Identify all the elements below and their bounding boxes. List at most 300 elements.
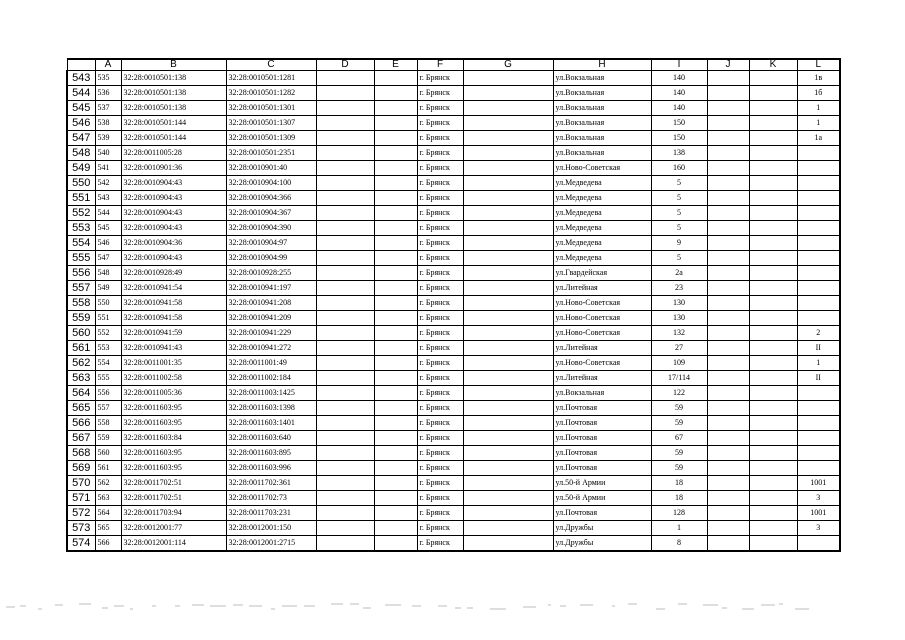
column-header-b[interactable]: B: [121, 59, 226, 71]
cell-k[interactable]: [749, 536, 797, 552]
cell-a[interactable]: 564: [95, 506, 121, 521]
row-number[interactable]: 562: [67, 356, 95, 371]
cell-e[interactable]: [374, 251, 417, 266]
cell-i[interactable]: 67: [651, 431, 707, 446]
cell-h[interactable]: ул.Вокзальная: [553, 71, 651, 86]
cell-c[interactable]: 32:28:0010501:1301: [226, 101, 316, 116]
cell-l[interactable]: [797, 191, 840, 206]
cell-d[interactable]: [316, 86, 374, 101]
cell-i[interactable]: 150: [651, 116, 707, 131]
cell-j[interactable]: [707, 536, 749, 552]
cell-j[interactable]: [707, 71, 749, 86]
cell-j[interactable]: [707, 356, 749, 371]
row-number[interactable]: 572: [67, 506, 95, 521]
cell-a[interactable]: 546: [95, 236, 121, 251]
cell-e[interactable]: [374, 356, 417, 371]
cell-g[interactable]: [463, 281, 553, 296]
cell-b[interactable]: 32:28:0011603:95: [121, 446, 226, 461]
cell-i[interactable]: 150: [651, 131, 707, 146]
cell-e[interactable]: [374, 266, 417, 281]
row-number[interactable]: 548: [67, 146, 95, 161]
cell-h[interactable]: ул.Ново-Советская: [553, 311, 651, 326]
cell-l[interactable]: [797, 236, 840, 251]
cell-c[interactable]: 32:28:0010501:1309: [226, 131, 316, 146]
cell-b[interactable]: 32:28:0011702:51: [121, 476, 226, 491]
row-number[interactable]: 571: [67, 491, 95, 506]
cell-c[interactable]: 32:28:0010904:366: [226, 191, 316, 206]
cell-b[interactable]: 32:28:0010904:43: [121, 176, 226, 191]
cell-b[interactable]: 32:28:0010941:59: [121, 326, 226, 341]
cell-j[interactable]: [707, 326, 749, 341]
column-header-h[interactable]: H: [553, 59, 651, 71]
row-number[interactable]: 561: [67, 341, 95, 356]
cell-i[interactable]: 9: [651, 236, 707, 251]
cell-i[interactable]: 140: [651, 71, 707, 86]
cell-e[interactable]: [374, 296, 417, 311]
cell-h[interactable]: ул.Вокзальная: [553, 116, 651, 131]
column-header-e[interactable]: E: [374, 59, 417, 71]
cell-j[interactable]: [707, 251, 749, 266]
cell-k[interactable]: [749, 476, 797, 491]
cell-j[interactable]: [707, 266, 749, 281]
cell-l[interactable]: [797, 206, 840, 221]
cell-g[interactable]: [463, 251, 553, 266]
cell-e[interactable]: [374, 476, 417, 491]
cell-a[interactable]: 566: [95, 536, 121, 552]
cell-h[interactable]: ул.Почтовая: [553, 446, 651, 461]
cell-j[interactable]: [707, 296, 749, 311]
cell-e[interactable]: [374, 176, 417, 191]
row-number[interactable]: 563: [67, 371, 95, 386]
cell-d[interactable]: [316, 266, 374, 281]
cell-e[interactable]: [374, 221, 417, 236]
cell-l[interactable]: 3: [797, 491, 840, 506]
cell-b[interactable]: 32:28:0011603:95: [121, 401, 226, 416]
cell-g[interactable]: [463, 371, 553, 386]
cell-k[interactable]: [749, 386, 797, 401]
cell-g[interactable]: [463, 236, 553, 251]
cell-l[interactable]: [797, 281, 840, 296]
cell-b[interactable]: 32:28:0011702:51: [121, 491, 226, 506]
cell-a[interactable]: 565: [95, 521, 121, 536]
cell-k[interactable]: [749, 191, 797, 206]
cell-c[interactable]: 32:28:0011603:640: [226, 431, 316, 446]
row-number[interactable]: 557: [67, 281, 95, 296]
cell-a[interactable]: 547: [95, 251, 121, 266]
cell-a[interactable]: 560: [95, 446, 121, 461]
cell-h[interactable]: ул.Медведева: [553, 221, 651, 236]
cell-c[interactable]: 32:28:0010941:208: [226, 296, 316, 311]
cell-b[interactable]: 32:28:0010904:43: [121, 221, 226, 236]
cell-f[interactable]: г. Брянск: [417, 491, 463, 506]
column-header-l[interactable]: L: [797, 59, 840, 71]
cell-b[interactable]: 32:28:0010941:58: [121, 296, 226, 311]
cell-e[interactable]: [374, 536, 417, 552]
cell-f[interactable]: г. Брянск: [417, 161, 463, 176]
cell-d[interactable]: [316, 461, 374, 476]
cell-g[interactable]: [463, 266, 553, 281]
cell-h[interactable]: ул.Ново-Советская: [553, 356, 651, 371]
cell-i[interactable]: 128: [651, 506, 707, 521]
cell-a[interactable]: 541: [95, 161, 121, 176]
cell-g[interactable]: [463, 191, 553, 206]
cell-k[interactable]: [749, 131, 797, 146]
cell-c[interactable]: 32:28:0011603:996: [226, 461, 316, 476]
row-number[interactable]: 543: [67, 71, 95, 86]
cell-f[interactable]: г. Брянск: [417, 416, 463, 431]
cell-e[interactable]: [374, 401, 417, 416]
cell-b[interactable]: 32:28:0011603:84: [121, 431, 226, 446]
cell-b[interactable]: 32:28:0011603:95: [121, 461, 226, 476]
cell-g[interactable]: [463, 416, 553, 431]
cell-l[interactable]: [797, 251, 840, 266]
cell-c[interactable]: 32:28:0010501:1282: [226, 86, 316, 101]
cell-a[interactable]: 538: [95, 116, 121, 131]
cell-e[interactable]: [374, 416, 417, 431]
cell-g[interactable]: [463, 221, 553, 236]
cell-c[interactable]: 32:28:0010904:99: [226, 251, 316, 266]
cell-b[interactable]: 32:28:0012001:77: [121, 521, 226, 536]
cell-f[interactable]: г. Брянск: [417, 116, 463, 131]
cell-c[interactable]: 32:28:0011702:73: [226, 491, 316, 506]
cell-c[interactable]: 32:28:0011003:1425: [226, 386, 316, 401]
cell-g[interactable]: [463, 311, 553, 326]
cell-j[interactable]: [707, 371, 749, 386]
cell-d[interactable]: [316, 536, 374, 552]
cell-e[interactable]: [374, 461, 417, 476]
column-header-g[interactable]: G: [463, 59, 553, 71]
cell-a[interactable]: 561: [95, 461, 121, 476]
cell-e[interactable]: [374, 521, 417, 536]
cell-j[interactable]: [707, 281, 749, 296]
cell-k[interactable]: [749, 431, 797, 446]
cell-i[interactable]: 140: [651, 101, 707, 116]
cell-d[interactable]: [316, 101, 374, 116]
cell-g[interactable]: [463, 161, 553, 176]
cell-e[interactable]: [374, 191, 417, 206]
row-number[interactable]: 545: [67, 101, 95, 116]
cell-c[interactable]: 32:28:0011603:1398: [226, 401, 316, 416]
cell-j[interactable]: [707, 476, 749, 491]
cell-f[interactable]: г. Брянск: [417, 236, 463, 251]
cell-c[interactable]: 32:28:0010904:390: [226, 221, 316, 236]
cell-b[interactable]: 32:28:0011002:58: [121, 371, 226, 386]
cell-b[interactable]: 32:28:0012001:114: [121, 536, 226, 552]
cell-l[interactable]: 3: [797, 521, 840, 536]
row-number[interactable]: 568: [67, 446, 95, 461]
cell-f[interactable]: г. Брянск: [417, 296, 463, 311]
cell-d[interactable]: [316, 236, 374, 251]
cell-i[interactable]: 8: [651, 536, 707, 552]
row-number[interactable]: 564: [67, 386, 95, 401]
cell-j[interactable]: [707, 101, 749, 116]
cell-h[interactable]: ул.Почтовая: [553, 431, 651, 446]
cell-k[interactable]: [749, 221, 797, 236]
cell-a[interactable]: 535: [95, 71, 121, 86]
cell-k[interactable]: [749, 281, 797, 296]
cell-l[interactable]: [797, 386, 840, 401]
cell-b[interactable]: 32:28:0011005:36: [121, 386, 226, 401]
cell-j[interactable]: [707, 191, 749, 206]
column-header-f[interactable]: F: [417, 59, 463, 71]
column-header-j[interactable]: J: [707, 59, 749, 71]
cell-l[interactable]: [797, 311, 840, 326]
cell-a[interactable]: 559: [95, 431, 121, 446]
cell-j[interactable]: [707, 146, 749, 161]
cell-a[interactable]: 544: [95, 206, 121, 221]
cell-c[interactable]: 32:28:0010941:229: [226, 326, 316, 341]
cell-h[interactable]: ул.Почтовая: [553, 461, 651, 476]
cell-g[interactable]: [463, 116, 553, 131]
cell-d[interactable]: [316, 446, 374, 461]
cell-l[interactable]: [797, 461, 840, 476]
cell-e[interactable]: [374, 386, 417, 401]
cell-g[interactable]: [463, 506, 553, 521]
cell-c[interactable]: 32:28:0012001:150: [226, 521, 316, 536]
cell-d[interactable]: [316, 311, 374, 326]
column-header-i[interactable]: I: [651, 59, 707, 71]
cell-f[interactable]: г. Брянск: [417, 176, 463, 191]
row-number[interactable]: 573: [67, 521, 95, 536]
cell-j[interactable]: [707, 221, 749, 236]
cell-i[interactable]: 138: [651, 146, 707, 161]
cell-l[interactable]: [797, 446, 840, 461]
cell-i[interactable]: 17/114: [651, 371, 707, 386]
cell-g[interactable]: [463, 71, 553, 86]
cell-j[interactable]: [707, 386, 749, 401]
cell-b[interactable]: 32:28:0010904:43: [121, 206, 226, 221]
cell-e[interactable]: [374, 161, 417, 176]
cell-f[interactable]: г. Брянск: [417, 461, 463, 476]
cell-b[interactable]: 32:28:0011703:94: [121, 506, 226, 521]
cell-g[interactable]: [463, 476, 553, 491]
cell-a[interactable]: 539: [95, 131, 121, 146]
cell-h[interactable]: ул.Дружбы: [553, 521, 651, 536]
row-number[interactable]: 544: [67, 86, 95, 101]
cell-h[interactable]: ул.Медведева: [553, 191, 651, 206]
row-number[interactable]: 554: [67, 236, 95, 251]
cell-l[interactable]: [797, 221, 840, 236]
cell-a[interactable]: 551: [95, 311, 121, 326]
cell-k[interactable]: [749, 236, 797, 251]
cell-f[interactable]: г. Брянск: [417, 266, 463, 281]
cell-c[interactable]: 32:28:0010501:1307: [226, 116, 316, 131]
cell-c[interactable]: 32:28:0012001:2715: [226, 536, 316, 552]
cell-j[interactable]: [707, 176, 749, 191]
cell-k[interactable]: [749, 371, 797, 386]
cell-c[interactable]: 32:28:0011702:361: [226, 476, 316, 491]
cell-d[interactable]: [316, 206, 374, 221]
cell-e[interactable]: [374, 491, 417, 506]
cell-d[interactable]: [316, 416, 374, 431]
cell-h[interactable]: ул.Вокзальная: [553, 131, 651, 146]
cell-d[interactable]: [316, 161, 374, 176]
cell-h[interactable]: ул.Ново-Советская: [553, 296, 651, 311]
cell-k[interactable]: [749, 101, 797, 116]
cell-d[interactable]: [316, 221, 374, 236]
cell-f[interactable]: г. Брянск: [417, 146, 463, 161]
cell-c[interactable]: 32:28:0010904:367: [226, 206, 316, 221]
cell-g[interactable]: [463, 356, 553, 371]
cell-d[interactable]: [316, 521, 374, 536]
cell-k[interactable]: [749, 161, 797, 176]
cell-i[interactable]: 130: [651, 311, 707, 326]
row-number[interactable]: 549: [67, 161, 95, 176]
cell-f[interactable]: г. Брянск: [417, 371, 463, 386]
cell-i[interactable]: 27: [651, 341, 707, 356]
row-number[interactable]: 547: [67, 131, 95, 146]
cell-l[interactable]: II: [797, 341, 840, 356]
cell-c[interactable]: 32:28:0011001:49: [226, 356, 316, 371]
cell-j[interactable]: [707, 116, 749, 131]
cell-a[interactable]: 536: [95, 86, 121, 101]
row-number[interactable]: 570: [67, 476, 95, 491]
cell-i[interactable]: 59: [651, 446, 707, 461]
row-number[interactable]: 566: [67, 416, 95, 431]
cell-c[interactable]: 32:28:0010904:97: [226, 236, 316, 251]
row-number[interactable]: 552: [67, 206, 95, 221]
cell-f[interactable]: г. Брянск: [417, 101, 463, 116]
cell-h[interactable]: ул.Ново-Советская: [553, 326, 651, 341]
cell-d[interactable]: [316, 506, 374, 521]
cell-b[interactable]: 32:28:0010941:58: [121, 311, 226, 326]
column-header-d[interactable]: D: [316, 59, 374, 71]
cell-l[interactable]: [797, 146, 840, 161]
cell-k[interactable]: [749, 356, 797, 371]
cell-e[interactable]: [374, 311, 417, 326]
cell-k[interactable]: [749, 401, 797, 416]
cell-f[interactable]: г. Брянск: [417, 86, 463, 101]
cell-g[interactable]: [463, 446, 553, 461]
cell-f[interactable]: г. Брянск: [417, 206, 463, 221]
cell-a[interactable]: 540: [95, 146, 121, 161]
cell-f[interactable]: г. Брянск: [417, 131, 463, 146]
cell-i[interactable]: 109: [651, 356, 707, 371]
column-header-c[interactable]: C: [226, 59, 316, 71]
cell-e[interactable]: [374, 326, 417, 341]
cell-i[interactable]: 5: [651, 221, 707, 236]
cell-a[interactable]: 550: [95, 296, 121, 311]
cell-a[interactable]: 553: [95, 341, 121, 356]
cell-i[interactable]: 18: [651, 476, 707, 491]
cell-j[interactable]: [707, 446, 749, 461]
cell-a[interactable]: 562: [95, 476, 121, 491]
cell-a[interactable]: 558: [95, 416, 121, 431]
cell-j[interactable]: [707, 311, 749, 326]
cell-k[interactable]: [749, 311, 797, 326]
cell-f[interactable]: г. Брянск: [417, 506, 463, 521]
cell-a[interactable]: 545: [95, 221, 121, 236]
cell-a[interactable]: 543: [95, 191, 121, 206]
cell-f[interactable]: г. Брянск: [417, 431, 463, 446]
cell-h[interactable]: ул.Почтовая: [553, 416, 651, 431]
cell-j[interactable]: [707, 161, 749, 176]
row-number[interactable]: 559: [67, 311, 95, 326]
cell-j[interactable]: [707, 206, 749, 221]
cell-f[interactable]: г. Брянск: [417, 281, 463, 296]
cell-l[interactable]: [797, 416, 840, 431]
cell-l[interactable]: 1в: [797, 71, 840, 86]
cell-b[interactable]: 32:28:0010501:144: [121, 116, 226, 131]
cell-b[interactable]: 32:28:0010941:43: [121, 341, 226, 356]
cell-d[interactable]: [316, 491, 374, 506]
cell-l[interactable]: [797, 176, 840, 191]
cell-d[interactable]: [316, 386, 374, 401]
cell-l[interactable]: 1001: [797, 506, 840, 521]
cell-h[interactable]: ул.Ново-Советская: [553, 161, 651, 176]
cell-k[interactable]: [749, 206, 797, 221]
cell-d[interactable]: [316, 356, 374, 371]
cell-g[interactable]: [463, 491, 553, 506]
cell-e[interactable]: [374, 101, 417, 116]
cell-l[interactable]: [797, 431, 840, 446]
cell-b[interactable]: 32:28:0010501:138: [121, 86, 226, 101]
cell-c[interactable]: 32:28:0010501:1281: [226, 71, 316, 86]
cell-f[interactable]: г. Брянск: [417, 326, 463, 341]
cell-l[interactable]: 1: [797, 101, 840, 116]
cell-f[interactable]: г. Брянск: [417, 221, 463, 236]
cell-j[interactable]: [707, 131, 749, 146]
cell-b[interactable]: 32:28:0010904:36: [121, 236, 226, 251]
cell-i[interactable]: 130: [651, 296, 707, 311]
cell-d[interactable]: [316, 341, 374, 356]
cell-h[interactable]: ул.Литейная: [553, 341, 651, 356]
cell-k[interactable]: [749, 491, 797, 506]
cell-l[interactable]: 1а: [797, 131, 840, 146]
cell-h[interactable]: ул.Гвардейская: [553, 266, 651, 281]
cell-g[interactable]: [463, 206, 553, 221]
cell-d[interactable]: [316, 191, 374, 206]
cell-l[interactable]: [797, 536, 840, 552]
cell-c[interactable]: 32:28:0011703:231: [226, 506, 316, 521]
cell-k[interactable]: [749, 296, 797, 311]
cell-a[interactable]: 555: [95, 371, 121, 386]
cell-i[interactable]: 132: [651, 326, 707, 341]
cell-i[interactable]: 59: [651, 461, 707, 476]
cell-e[interactable]: [374, 446, 417, 461]
cell-d[interactable]: [316, 296, 374, 311]
cell-j[interactable]: [707, 236, 749, 251]
cell-e[interactable]: [374, 341, 417, 356]
cell-j[interactable]: [707, 86, 749, 101]
cell-i[interactable]: 23: [651, 281, 707, 296]
cell-a[interactable]: 549: [95, 281, 121, 296]
cell-c[interactable]: 32:28:0011603:1401: [226, 416, 316, 431]
cell-d[interactable]: [316, 176, 374, 191]
cell-f[interactable]: г. Брянск: [417, 536, 463, 552]
cell-i[interactable]: 5: [651, 176, 707, 191]
cell-b[interactable]: 32:28:0010904:43: [121, 251, 226, 266]
cell-l[interactable]: 1001: [797, 476, 840, 491]
cell-d[interactable]: [316, 251, 374, 266]
column-header-k[interactable]: K: [749, 59, 797, 71]
cell-f[interactable]: г. Брянск: [417, 521, 463, 536]
cell-a[interactable]: 552: [95, 326, 121, 341]
cell-f[interactable]: г. Брянск: [417, 446, 463, 461]
cell-k[interactable]: [749, 341, 797, 356]
cell-d[interactable]: [316, 326, 374, 341]
cell-g[interactable]: [463, 401, 553, 416]
cell-h[interactable]: ул.Вокзальная: [553, 86, 651, 101]
cell-i[interactable]: 59: [651, 401, 707, 416]
cell-d[interactable]: [316, 401, 374, 416]
cell-a[interactable]: 556: [95, 386, 121, 401]
cell-k[interactable]: [749, 116, 797, 131]
cell-c[interactable]: 32:28:0010941:272: [226, 341, 316, 356]
cell-c[interactable]: 32:28:0010941:209: [226, 311, 316, 326]
cell-f[interactable]: г. Брянск: [417, 191, 463, 206]
cell-e[interactable]: [374, 116, 417, 131]
